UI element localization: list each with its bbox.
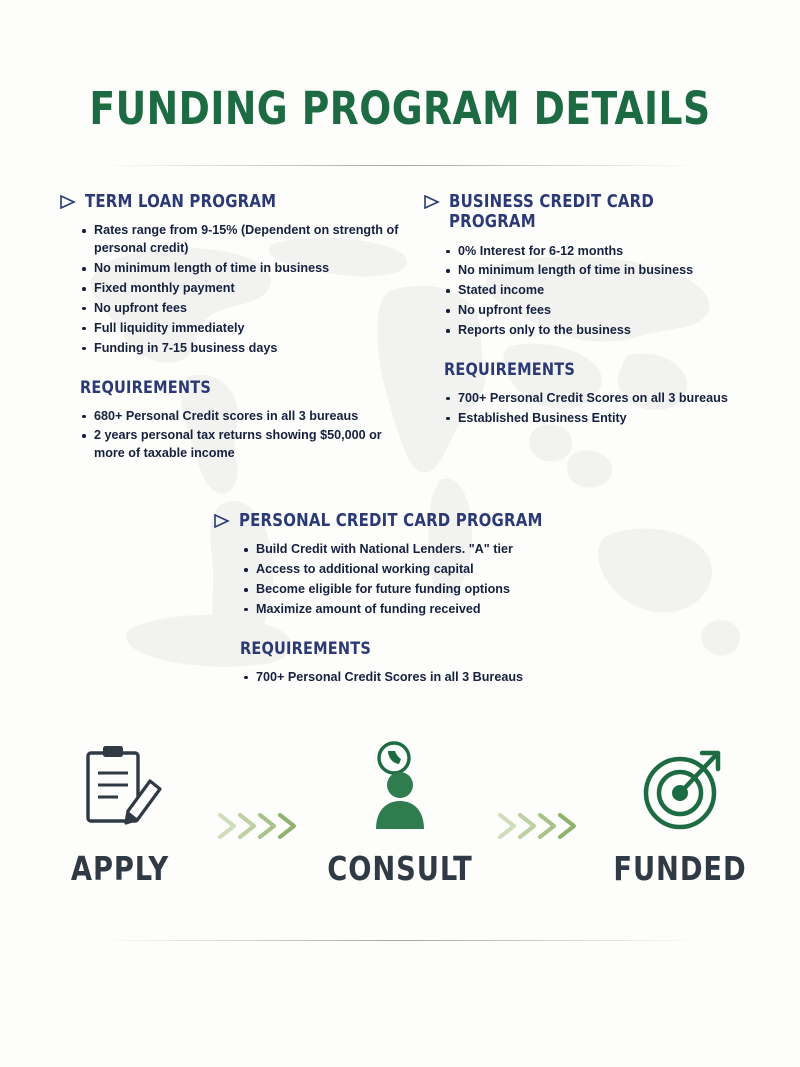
program-columns (0, 166, 800, 465)
play-triangle-icon (424, 195, 440, 209)
list-item: Reports only to the business (458, 322, 740, 340)
term-loan-column (60, 192, 400, 465)
list-item: No minimum length of time in business (94, 260, 400, 278)
personal-credit-card-requirements-title: REQUIREMENTS (240, 638, 371, 659)
business-credit-card-column (400, 192, 740, 465)
list-item: Access to additional working capital (256, 561, 800, 579)
arrows-apply-to-consult (204, 808, 316, 888)
step-apply (36, 741, 204, 888)
play-triangle-icon (214, 514, 230, 528)
target-arrow-icon (596, 741, 764, 837)
list-item: No upfront fees (94, 300, 400, 318)
term-loan-heading (60, 192, 400, 212)
page-title: FUNDING PROGRAM DETAILS (89, 82, 711, 136)
list-item: 700+ Personal Credit Scores in all 3 Bureaus (256, 669, 800, 687)
list-item: No upfront fees (458, 302, 740, 320)
term-loan-requirements (60, 408, 400, 464)
business-credit-card-bullets (424, 243, 740, 340)
section-title: PERSONAL CREDIT CARD PROGRAM (239, 511, 543, 532)
list-item: Established Business Entity (458, 410, 740, 428)
list-item: 0% Interest for 6-12 months (458, 243, 740, 261)
step-label: APPLY (70, 848, 170, 888)
section-title: BUSINESS CREDIT CARD PROGRAM (449, 192, 655, 233)
term-loan-requirements-title: REQUIREMENTS (80, 377, 211, 398)
personal-credit-card-heading (214, 511, 800, 531)
process-steps (0, 741, 800, 888)
personal-credit-card-requirements (214, 669, 800, 687)
business-credit-card-requirements-title: REQUIREMENTS (444, 359, 575, 380)
personal-credit-card-bullets (214, 541, 800, 619)
step-funded (596, 741, 764, 888)
personal-credit-card-column (0, 511, 800, 687)
section-title: TERM LOAN PROGRAM (85, 192, 277, 213)
list-item: Maximize amount of funding received (256, 601, 800, 619)
arrows-consult-to-funded (484, 808, 596, 888)
clipboard-pencil-icon (36, 741, 204, 837)
business-credit-card-requirements (424, 390, 740, 428)
divider-bottom (100, 940, 700, 941)
step-label: FUNDED (613, 848, 747, 888)
term-loan-bullets (60, 222, 400, 357)
phone-person-icon (316, 741, 484, 837)
list-item: Build Credit with National Lenders. "A" tier (256, 541, 800, 559)
list-item: Stated income (458, 282, 740, 300)
business-credit-card-heading (424, 192, 740, 232)
step-label: CONSULT (327, 848, 473, 888)
play-triangle-icon (60, 195, 76, 209)
step-consult (316, 741, 484, 888)
list-item: Funding in 7-15 business days (94, 340, 400, 358)
list-item: Full liquidity immediately (94, 320, 400, 338)
list-item: 700+ Personal Credit Scores on all 3 bureaus (458, 390, 740, 408)
list-item: 2 years personal tax returns showing $50,000 or more of taxable income (94, 427, 400, 463)
list-item: Rates range from 9-15% (Dependent on strength of personal credit) (94, 222, 400, 258)
list-item: No minimum length of time in business (458, 262, 740, 280)
list-item: 680+ Personal Credit scores in all 3 bureaus (94, 408, 400, 426)
list-item: Fixed monthly payment (94, 280, 400, 298)
list-item: Become eligible for future funding options (256, 581, 800, 599)
